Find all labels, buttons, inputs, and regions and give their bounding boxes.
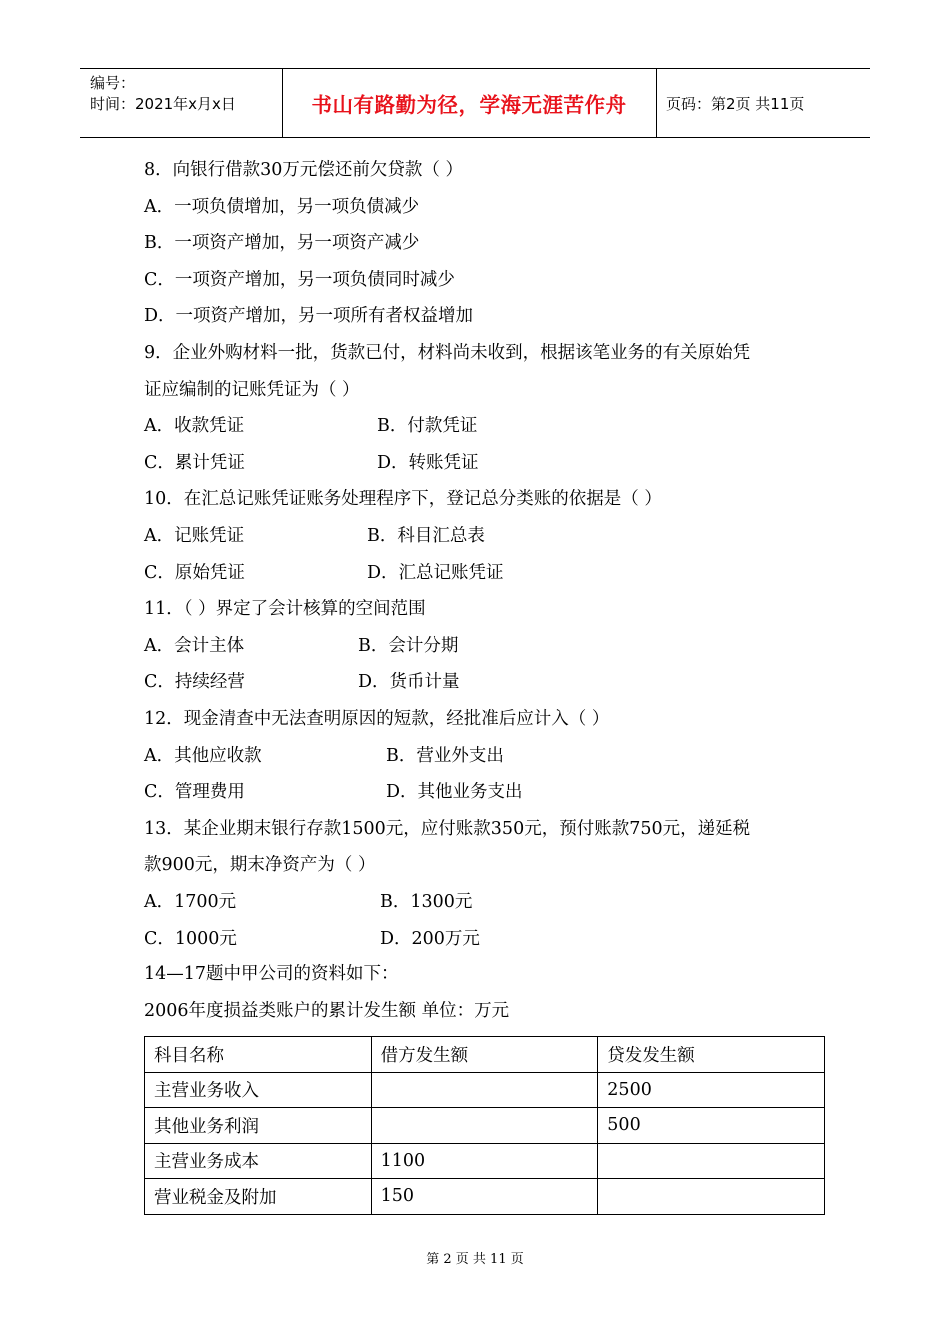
- question-option: B．会计分期: [358, 635, 459, 656]
- header-number-label: 编号：: [90, 74, 136, 92]
- question-option: B．一项资产增加，另一项资产减少: [144, 233, 420, 254]
- table-cell: [598, 1143, 825, 1179]
- table-row: [145, 1072, 825, 1108]
- question-stem: 13．某企业期末银行存款1500元，应付账款350元，预付账款750元，递延税: [144, 818, 751, 839]
- question-option: B．付款凭证: [377, 416, 478, 437]
- table-header-cell: 科目名称: [145, 1037, 372, 1073]
- question-option: D．200万元: [380, 928, 480, 949]
- header-page-label: 页码：第2页 共11页: [666, 94, 805, 113]
- table-header-cell: 贷发发生额: [598, 1037, 825, 1073]
- question-option: B．营业外支出: [386, 745, 504, 766]
- table-cell: [371, 1072, 598, 1108]
- data-intro-line: 14—17题中甲公司的资料如下：: [144, 964, 399, 984]
- question-option: C．持续经营: [144, 672, 245, 693]
- question-stem: 8．向银行借款30万元偿还前欠贷款（ ）: [144, 160, 463, 180]
- header-divider-right: [656, 69, 657, 137]
- table-row: [145, 1179, 825, 1215]
- table-cell: 其他业务利润: [145, 1108, 372, 1144]
- table-header-row: [145, 1037, 825, 1073]
- question-option: C．原始凭证: [144, 562, 245, 583]
- table-cell: [371, 1108, 598, 1144]
- question-stem: 9．企业外购材料一批，货款已付，材料尚未收到，根据该笔业务的有关原始凭: [144, 343, 751, 363]
- table-caption: 2006年度损益类账户的累计发生额 单位：万元: [144, 1001, 510, 1021]
- table-header-cell: 借方发生额: [371, 1037, 598, 1073]
- question-option: B．科目汇总表: [367, 526, 485, 546]
- question-option: D．货币计量: [358, 672, 460, 693]
- question-stem: 12．现金清查中无法查明原因的短款，经批准后应计入（ ）: [144, 709, 610, 729]
- question-option: A．会计主体: [144, 635, 245, 656]
- header-meta: [90, 73, 236, 115]
- table-cell: 500: [598, 1108, 825, 1144]
- question-option: D．一项资产增加，另一项所有者权益增加: [144, 306, 474, 327]
- page-footer: 第 2 页 共 11 页: [426, 1252, 524, 1267]
- question-option: D．汇总记账凭证: [367, 562, 504, 583]
- header-motto: 书山有路勤为径，学海无涯苦作舟: [311, 93, 627, 117]
- question-option: C．管理费用: [144, 782, 245, 803]
- question-option: A．1700元: [144, 892, 237, 912]
- question-option: D．其他业务支出: [386, 782, 523, 803]
- table-row: [145, 1143, 825, 1179]
- question-stem: 10．在汇总记账凭证账务处理程序下，登记总分类账的依据是（ ）: [144, 489, 662, 510]
- table-cell: 主营业务成本: [145, 1143, 372, 1179]
- table-cell: [598, 1179, 825, 1215]
- header-time-label: 时间：2021年x月x日: [90, 95, 236, 113]
- table-cell: 营业税金及附加: [145, 1179, 372, 1215]
- question-stem: 证应编制的记账凭证为（ ）: [144, 379, 360, 400]
- question-stem: 11．（ ）界定了会计核算的空间范围: [144, 599, 426, 620]
- question-option: C．1000元: [144, 928, 237, 949]
- question-option: C．一项资产增加，另一项负债同时减少: [144, 269, 455, 290]
- question-option: A．记账凭证: [144, 526, 245, 546]
- question-stem: 款900元，期末净资产为（ ）: [144, 855, 376, 876]
- question-option: A．其他应收款: [144, 745, 262, 766]
- question-option: C．累计凭证: [144, 452, 245, 473]
- table-cell: 2500: [598, 1072, 825, 1108]
- table-row: [145, 1108, 825, 1144]
- question-option: D．转账凭证: [377, 452, 479, 473]
- table-cell: 1100: [371, 1143, 598, 1179]
- question-option: A．一项负债增加，另一项负债减少: [144, 196, 420, 217]
- question-option: A．收款凭证: [144, 416, 245, 437]
- question-option: B．1300元: [380, 892, 473, 912]
- account-table: [144, 1036, 825, 1215]
- table-cell: 150: [371, 1179, 598, 1215]
- table-cell: 主营业务收入: [145, 1072, 372, 1108]
- document-header: [80, 68, 870, 138]
